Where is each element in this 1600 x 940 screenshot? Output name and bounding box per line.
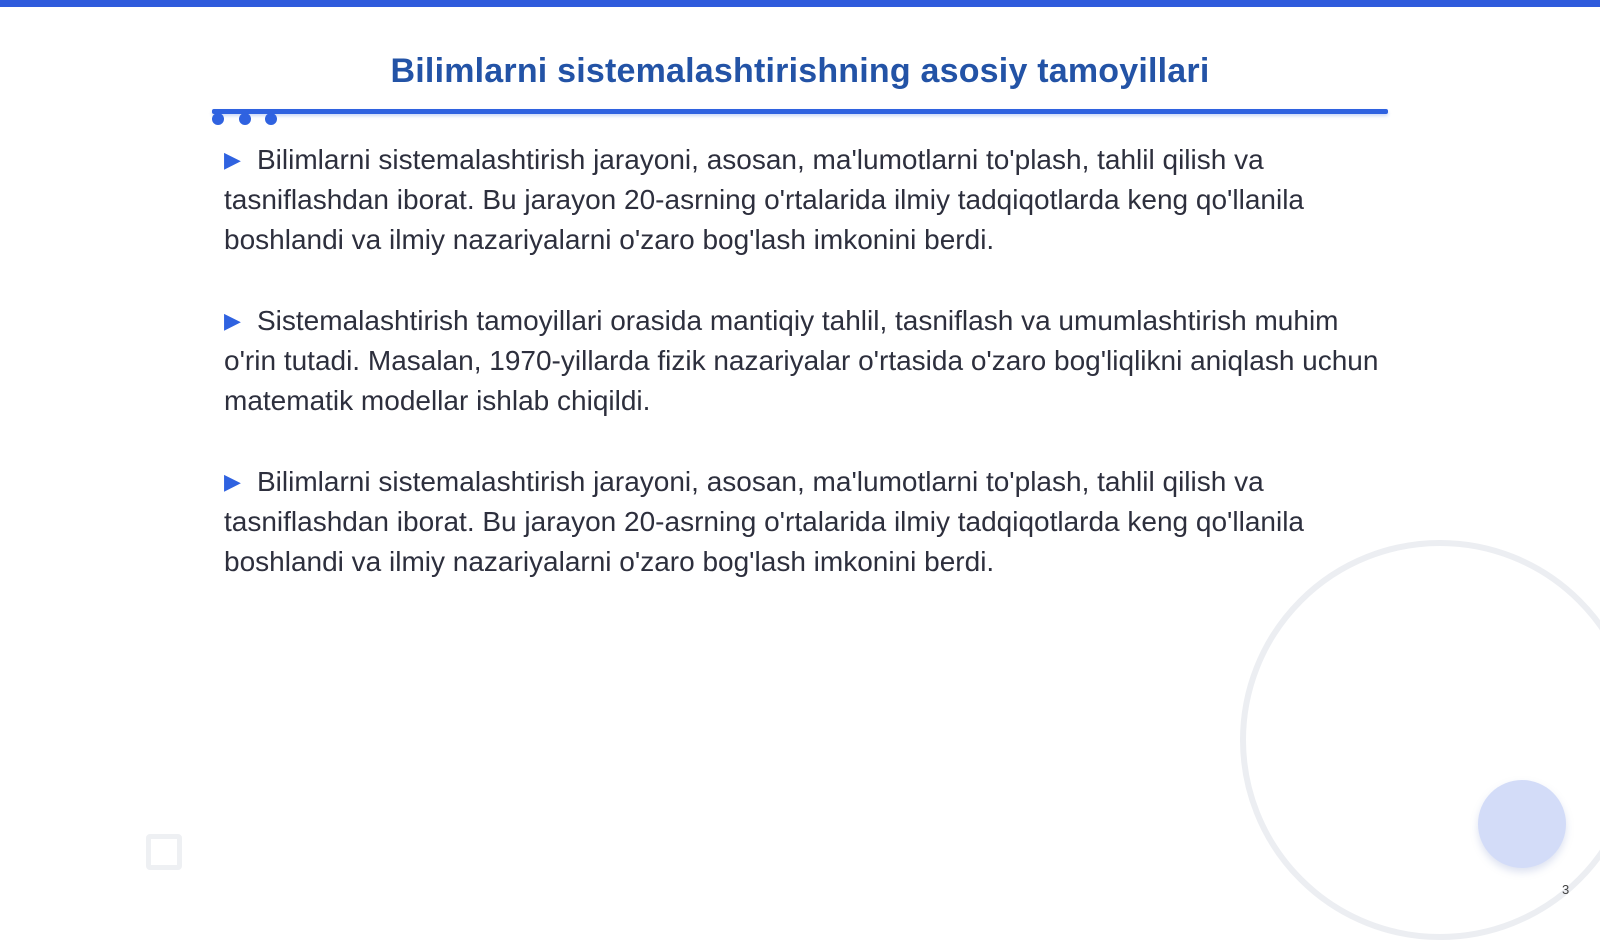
bullet-paragraph <box>224 301 1384 421</box>
bullet-paragraph <box>224 140 1384 260</box>
bullet-arrow-icon: ▶ <box>224 147 241 172</box>
decorative-circle <box>1478 780 1566 868</box>
bullet-paragraph <box>224 462 1384 582</box>
slide-title: Bilimlarni sistemalashtirishning asosiy tamoyillari <box>390 52 1210 90</box>
page-number: 3 <box>1562 882 1570 897</box>
decorative-dot <box>212 113 224 125</box>
decorative-dot <box>239 113 251 125</box>
paragraph-text: Bilimlarni sistemalashtirish jarayoni, asosan, ma'lumotlarni to'plash, tahlil qilish va tasniflashdan iborat. Bu jarayon 20-asrning o'rtalarida ilmiy tadqiqotlarda keng qo'llanila boshlandi va ilmiy nazariyalarni o'zaro bog'lash imkonini berdi. <box>224 144 1304 255</box>
bullet-arrow-icon: ▶ <box>224 308 241 333</box>
slide-content <box>224 140 1384 623</box>
paragraph-text: Bilimlarni sistemalashtirish jarayoni, asosan, ma'lumotlarni to'plash, tahlil qilish va tasniflashdan iborat. Bu jarayon 20-asrning o'rtalarida ilmiy tadqiqotlarda keng qo'llanila boshlandi va ilmiy nazariyalarni o'zaro bog'lash imkonini berdi. <box>224 466 1304 577</box>
decorative-dot <box>265 113 277 125</box>
title-underline <box>212 109 1388 114</box>
bullet-arrow-icon: ▶ <box>224 469 241 494</box>
top-accent-bar <box>0 0 1600 7</box>
paragraph-text: Sistemalashtirish tamoyillari orasida mantiqiy tahlil, tasniflash va umumlashtirish muhim o'rin tutadi. Masalan, 1970-yillarda fizik nazariyalar o'rtasida o'zaro bog'liqlikni aniqlash uchun matematik modellar ishlab chiqildi. <box>224 305 1379 416</box>
decorative-square <box>146 834 182 870</box>
